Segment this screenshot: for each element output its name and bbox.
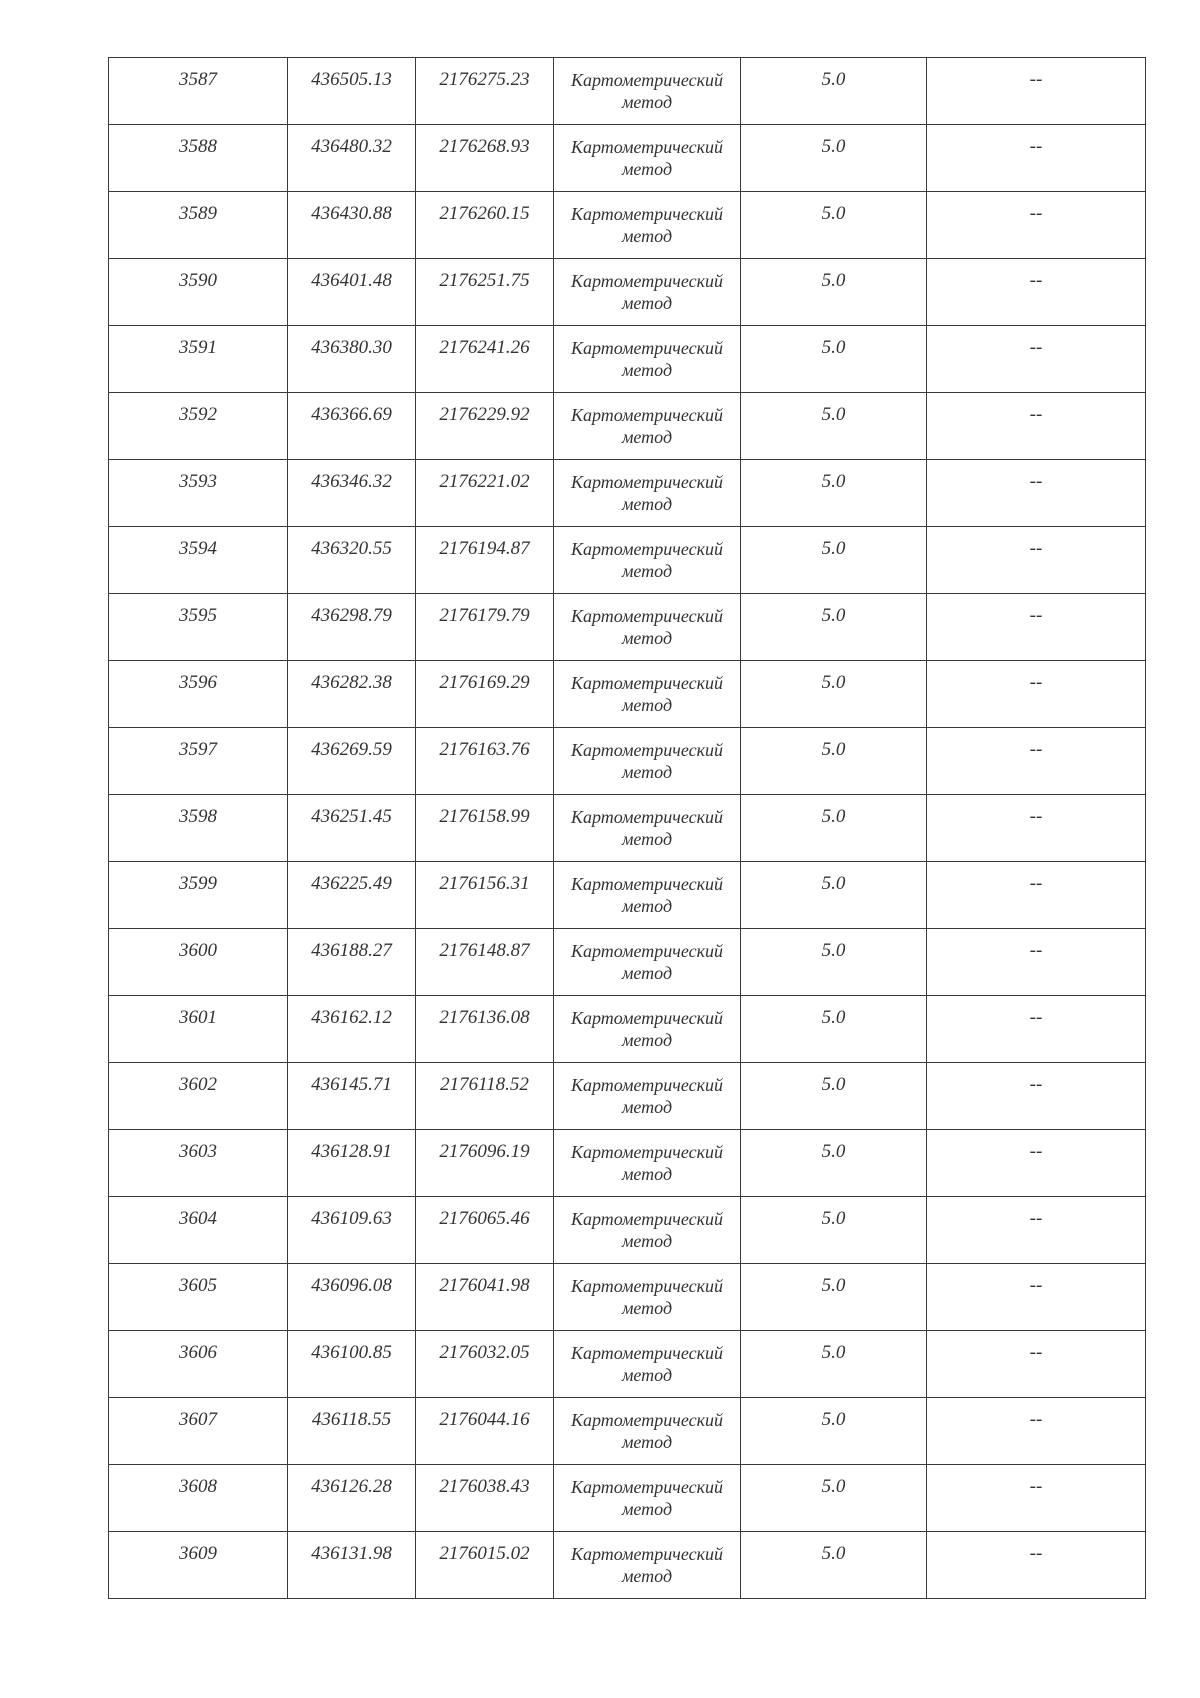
y-coordinate-cell: 2176136.08 xyxy=(416,996,554,1063)
accuracy-cell: 5.0 xyxy=(741,1197,927,1264)
table-row xyxy=(109,1398,1146,1465)
table-row xyxy=(109,460,1146,527)
point-number-cell: 3609 xyxy=(109,1532,288,1599)
table-row xyxy=(109,259,1146,326)
point-number-cell: 3590 xyxy=(109,259,288,326)
y-coordinate-cell: 2176118.52 xyxy=(416,1063,554,1130)
method-cell: Картометрический метод xyxy=(554,1532,741,1599)
point-number-cell: 3593 xyxy=(109,460,288,527)
coordinates-table xyxy=(108,57,1146,1599)
accuracy-cell: 5.0 xyxy=(741,1264,927,1331)
table-row xyxy=(109,728,1146,795)
description-cell: -- xyxy=(927,929,1146,996)
accuracy-cell: 5.0 xyxy=(741,1532,927,1599)
method-cell: Картометрический метод xyxy=(554,996,741,1063)
table-row xyxy=(109,1130,1146,1197)
y-coordinate-cell: 2176229.92 xyxy=(416,393,554,460)
table-row xyxy=(109,192,1146,259)
description-cell: -- xyxy=(927,58,1146,125)
method-cell: Картометрический метод xyxy=(554,1331,741,1398)
accuracy-cell: 5.0 xyxy=(741,326,927,393)
y-coordinate-cell: 2176268.93 xyxy=(416,125,554,192)
y-coordinate-cell: 2176044.16 xyxy=(416,1398,554,1465)
method-cell: Картометрический метод xyxy=(554,1063,741,1130)
table-row xyxy=(109,594,1146,661)
description-cell: -- xyxy=(927,1532,1146,1599)
point-number-cell: 3601 xyxy=(109,996,288,1063)
table-row xyxy=(109,1197,1146,1264)
x-coordinate-cell: 436225.49 xyxy=(288,862,416,929)
accuracy-cell: 5.0 xyxy=(741,661,927,728)
description-cell: -- xyxy=(927,125,1146,192)
method-cell: Картометрический метод xyxy=(554,460,741,527)
accuracy-cell: 5.0 xyxy=(741,795,927,862)
accuracy-cell: 5.0 xyxy=(741,929,927,996)
method-cell: Картометрический метод xyxy=(554,728,741,795)
method-cell: Картометрический метод xyxy=(554,1465,741,1532)
table-row xyxy=(109,393,1146,460)
y-coordinate-cell: 2176038.43 xyxy=(416,1465,554,1532)
y-coordinate-cell: 2176015.02 xyxy=(416,1532,554,1599)
y-coordinate-cell: 2176148.87 xyxy=(416,929,554,996)
description-cell: -- xyxy=(927,795,1146,862)
point-number-cell: 3595 xyxy=(109,594,288,661)
point-number-cell: 3604 xyxy=(109,1197,288,1264)
accuracy-cell: 5.0 xyxy=(741,1331,927,1398)
accuracy-cell: 5.0 xyxy=(741,393,927,460)
point-number-cell: 3608 xyxy=(109,1465,288,1532)
accuracy-cell: 5.0 xyxy=(741,1398,927,1465)
table-row xyxy=(109,527,1146,594)
accuracy-cell: 5.0 xyxy=(741,527,927,594)
x-coordinate-cell: 436131.98 xyxy=(288,1532,416,1599)
description-cell: -- xyxy=(927,326,1146,393)
accuracy-cell: 5.0 xyxy=(741,58,927,125)
point-number-cell: 3596 xyxy=(109,661,288,728)
description-cell: -- xyxy=(927,1398,1146,1465)
table-row xyxy=(109,1331,1146,1398)
description-cell: -- xyxy=(927,862,1146,929)
method-cell: Картометрический метод xyxy=(554,58,741,125)
y-coordinate-cell: 2176275.23 xyxy=(416,58,554,125)
x-coordinate-cell: 436126.28 xyxy=(288,1465,416,1532)
point-number-cell: 3607 xyxy=(109,1398,288,1465)
description-cell: -- xyxy=(927,1465,1146,1532)
accuracy-cell: 5.0 xyxy=(741,125,927,192)
point-number-cell: 3599 xyxy=(109,862,288,929)
description-cell: -- xyxy=(927,661,1146,728)
point-number-cell: 3605 xyxy=(109,1264,288,1331)
x-coordinate-cell: 436100.85 xyxy=(288,1331,416,1398)
accuracy-cell: 5.0 xyxy=(741,862,927,929)
description-cell: -- xyxy=(927,460,1146,527)
table-row xyxy=(109,58,1146,125)
table-row xyxy=(109,1264,1146,1331)
method-cell: Картометрический метод xyxy=(554,661,741,728)
point-number-cell: 3588 xyxy=(109,125,288,192)
x-coordinate-cell: 436505.13 xyxy=(288,58,416,125)
method-cell: Картометрический метод xyxy=(554,259,741,326)
accuracy-cell: 5.0 xyxy=(741,1465,927,1532)
y-coordinate-cell: 2176241.26 xyxy=(416,326,554,393)
x-coordinate-cell: 436366.69 xyxy=(288,393,416,460)
accuracy-cell: 5.0 xyxy=(741,728,927,795)
table-row xyxy=(109,795,1146,862)
point-number-cell: 3598 xyxy=(109,795,288,862)
table-row xyxy=(109,862,1146,929)
x-coordinate-cell: 436162.12 xyxy=(288,996,416,1063)
description-cell: -- xyxy=(927,728,1146,795)
y-coordinate-cell: 2176065.46 xyxy=(416,1197,554,1264)
description-cell: -- xyxy=(927,594,1146,661)
x-coordinate-cell: 436346.32 xyxy=(288,460,416,527)
method-cell: Картометрический метод xyxy=(554,125,741,192)
x-coordinate-cell: 436188.27 xyxy=(288,929,416,996)
description-cell: -- xyxy=(927,1331,1146,1398)
y-coordinate-cell: 2176194.87 xyxy=(416,527,554,594)
description-cell: -- xyxy=(927,1063,1146,1130)
table-row xyxy=(109,326,1146,393)
x-coordinate-cell: 436096.08 xyxy=(288,1264,416,1331)
method-cell: Картометрический метод xyxy=(554,326,741,393)
description-cell: -- xyxy=(927,1197,1146,1264)
x-coordinate-cell: 436128.91 xyxy=(288,1130,416,1197)
y-coordinate-cell: 2176179.79 xyxy=(416,594,554,661)
point-number-cell: 3602 xyxy=(109,1063,288,1130)
point-number-cell: 3606 xyxy=(109,1331,288,1398)
method-cell: Картометрический метод xyxy=(554,929,741,996)
point-number-cell: 3592 xyxy=(109,393,288,460)
x-coordinate-cell: 436380.30 xyxy=(288,326,416,393)
y-coordinate-cell: 2176096.19 xyxy=(416,1130,554,1197)
method-cell: Картометрический метод xyxy=(554,527,741,594)
x-coordinate-cell: 436282.38 xyxy=(288,661,416,728)
method-cell: Картометрический метод xyxy=(554,594,741,661)
point-number-cell: 3594 xyxy=(109,527,288,594)
accuracy-cell: 5.0 xyxy=(741,594,927,661)
method-cell: Картометрический метод xyxy=(554,1398,741,1465)
method-cell: Картометрический метод xyxy=(554,192,741,259)
point-number-cell: 3597 xyxy=(109,728,288,795)
table-row xyxy=(109,929,1146,996)
point-number-cell: 3589 xyxy=(109,192,288,259)
method-cell: Картометрический метод xyxy=(554,1197,741,1264)
table-row xyxy=(109,661,1146,728)
x-coordinate-cell: 436145.71 xyxy=(288,1063,416,1130)
method-cell: Картометрический метод xyxy=(554,795,741,862)
point-number-cell: 3591 xyxy=(109,326,288,393)
y-coordinate-cell: 2176169.29 xyxy=(416,661,554,728)
accuracy-cell: 5.0 xyxy=(741,1130,927,1197)
point-number-cell: 3600 xyxy=(109,929,288,996)
x-coordinate-cell: 436269.59 xyxy=(288,728,416,795)
method-cell: Картометрический метод xyxy=(554,393,741,460)
y-coordinate-cell: 2176158.99 xyxy=(416,795,554,862)
y-coordinate-cell: 2176251.75 xyxy=(416,259,554,326)
method-cell: Картометрический метод xyxy=(554,862,741,929)
x-coordinate-cell: 436298.79 xyxy=(288,594,416,661)
description-cell: -- xyxy=(927,192,1146,259)
x-coordinate-cell: 436118.55 xyxy=(288,1398,416,1465)
description-cell: -- xyxy=(927,996,1146,1063)
accuracy-cell: 5.0 xyxy=(741,460,927,527)
x-coordinate-cell: 436430.88 xyxy=(288,192,416,259)
description-cell: -- xyxy=(927,1130,1146,1197)
table-row xyxy=(109,996,1146,1063)
table-row xyxy=(109,1063,1146,1130)
table-row xyxy=(109,1465,1146,1532)
x-coordinate-cell: 436401.48 xyxy=(288,259,416,326)
method-cell: Картометрический метод xyxy=(554,1264,741,1331)
description-cell: -- xyxy=(927,527,1146,594)
y-coordinate-cell: 2176032.05 xyxy=(416,1331,554,1398)
y-coordinate-cell: 2176163.76 xyxy=(416,728,554,795)
point-number-cell: 3587 xyxy=(109,58,288,125)
y-coordinate-cell: 2176156.31 xyxy=(416,862,554,929)
table-row xyxy=(109,125,1146,192)
point-number-cell: 3603 xyxy=(109,1130,288,1197)
x-coordinate-cell: 436480.32 xyxy=(288,125,416,192)
description-cell: -- xyxy=(927,1264,1146,1331)
y-coordinate-cell: 2176041.98 xyxy=(416,1264,554,1331)
coordinates-table-body xyxy=(109,58,1146,1599)
y-coordinate-cell: 2176221.02 xyxy=(416,460,554,527)
table-row xyxy=(109,1532,1146,1599)
accuracy-cell: 5.0 xyxy=(741,259,927,326)
x-coordinate-cell: 436320.55 xyxy=(288,527,416,594)
description-cell: -- xyxy=(927,259,1146,326)
description-cell: -- xyxy=(927,393,1146,460)
x-coordinate-cell: 436109.63 xyxy=(288,1197,416,1264)
accuracy-cell: 5.0 xyxy=(741,996,927,1063)
y-coordinate-cell: 2176260.15 xyxy=(416,192,554,259)
accuracy-cell: 5.0 xyxy=(741,192,927,259)
x-coordinate-cell: 436251.45 xyxy=(288,795,416,862)
accuracy-cell: 5.0 xyxy=(741,1063,927,1130)
method-cell: Картометрический метод xyxy=(554,1130,741,1197)
